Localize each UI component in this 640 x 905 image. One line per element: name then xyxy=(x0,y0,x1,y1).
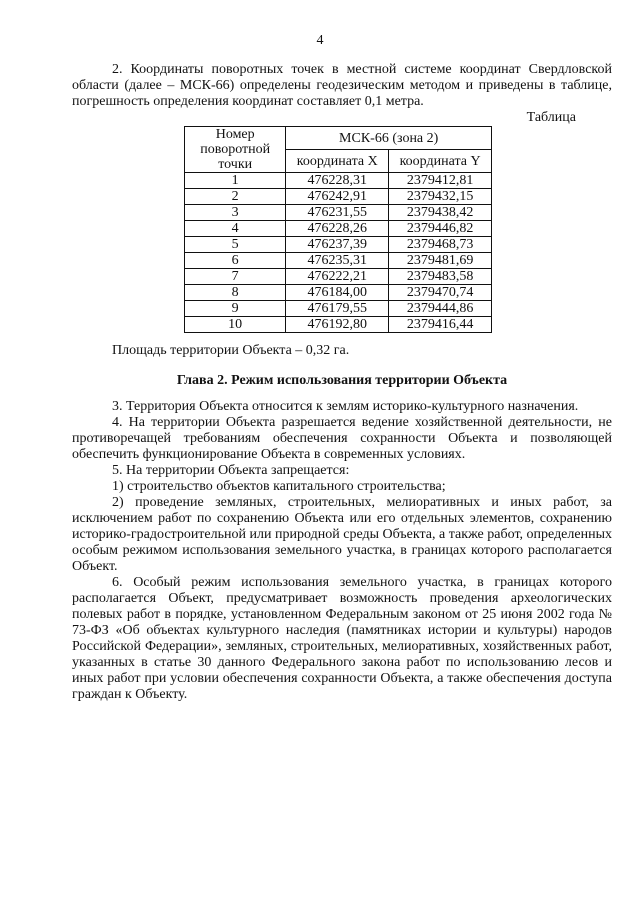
paragraph-2: 2. Координаты поворотных точек в местной системе координат Свердловской области (далее – МСК-66) определены геодезическим методом и приведены в таблице, погрешность определения координат составляет 0,1 метра. xyxy=(72,62,612,109)
table-row xyxy=(185,253,492,269)
table-row xyxy=(185,221,492,237)
cell-x: 476231,55 xyxy=(286,205,389,221)
cell-point-number: 9 xyxy=(185,301,286,317)
cell-x: 476179,55 xyxy=(286,301,389,317)
page-number: 4 xyxy=(316,33,324,48)
header-y: координата Y xyxy=(389,150,492,173)
cell-x: 476184,00 xyxy=(286,285,389,301)
header-x: координата X xyxy=(286,150,389,173)
table-row xyxy=(185,317,492,333)
cell-point-number: 10 xyxy=(185,317,286,333)
header-point-number: Номер поворотной точки xyxy=(185,127,286,173)
header-coordinate-system: МСК-66 (зона 2) xyxy=(286,127,492,150)
table-row xyxy=(185,173,492,189)
document-body xyxy=(72,62,612,703)
paragraph-3: 3. Территория Объекта относится к землям историко-культурного назначения. xyxy=(112,399,579,414)
cell-point-number: 4 xyxy=(185,221,286,237)
cell-y: 2379481,69 xyxy=(389,253,492,269)
cell-y: 2379446,82 xyxy=(389,221,492,237)
paragraph-5: 5. На территории Объекта запрещается: xyxy=(112,463,350,478)
table-row xyxy=(185,205,492,221)
table-caption: Таблица xyxy=(526,110,576,125)
table-body xyxy=(185,173,492,333)
cell-x: 476192,80 xyxy=(286,317,389,333)
cell-point-number: 5 xyxy=(185,237,286,253)
cell-y: 2379412,81 xyxy=(389,173,492,189)
cell-point-number: 3 xyxy=(185,205,286,221)
table-row xyxy=(185,269,492,285)
list-item-1: 1) строительство объектов капитального строительства; xyxy=(112,479,446,494)
table-row xyxy=(185,301,492,317)
paragraph-6: 6. Особый режим использования земельного участка, в границах которого располагается Объект, предусматривает возможность проведения археологических полевых работ в порядке, установленном Федеральным законом от 25 июня 2002 года № 73-ФЗ «Об объектах культурного наследия (памятниках истории и культуры) народов Российской Федерации», земляных, строительных, мелиоративных, хозяйственных работ, указанных в статье 30 данного Федерального закона работ по использованию лесов и иных работ при условии обеспечения сохранности Объекта, а также обеспечения доступа граждан к Объекту. xyxy=(72,575,612,702)
paragraph-4: 4. На территории Объекта разрешается ведение хозяйственной деятельности, не противоречащей требованиям обеспечения сохранности Объекта и позволяющей обеспечить функционирование Объекта в современных условиях. xyxy=(72,415,612,462)
cell-y: 2379432,15 xyxy=(389,189,492,205)
area-statement: Площадь территории Объекта – 0,32 га. xyxy=(112,343,350,358)
cell-point-number: 1 xyxy=(185,173,286,189)
cell-point-number: 7 xyxy=(185,269,286,285)
table-row xyxy=(185,285,492,301)
cell-x: 476228,26 xyxy=(286,221,389,237)
cell-y: 2379468,73 xyxy=(389,237,492,253)
table-row xyxy=(185,237,492,253)
cell-point-number: 8 xyxy=(185,285,286,301)
cell-point-number: 6 xyxy=(185,253,286,269)
cell-y: 2379444,86 xyxy=(389,301,492,317)
chapter-title: Глава 2. Режим использования территории Объекта xyxy=(176,373,508,388)
cell-x: 476235,31 xyxy=(286,253,389,269)
cell-x: 476228,31 xyxy=(286,173,389,189)
table-header-row xyxy=(185,127,492,150)
cell-point-number: 2 xyxy=(185,189,286,205)
cell-y: 2379470,74 xyxy=(389,285,492,301)
cell-x: 476242,91 xyxy=(286,189,389,205)
coordinates-table xyxy=(184,126,492,333)
cell-x: 476222,21 xyxy=(286,269,389,285)
list-item-2: 2) проведение земляных, строительных, мелиоративных и иных работ, за исключением работ по сохранению Объекта или его отдельных элементов, сохранению историко-градостроительной или природной среды Объекта, а также работ, определенных особым режимом использования земельного участка, в границах которого располагается Объект. xyxy=(72,495,612,574)
cell-y: 2379438,42 xyxy=(389,205,492,221)
cell-y: 2379483,58 xyxy=(389,269,492,285)
table-row xyxy=(185,189,492,205)
cell-y: 2379416,44 xyxy=(389,317,492,333)
cell-x: 476237,39 xyxy=(286,237,389,253)
